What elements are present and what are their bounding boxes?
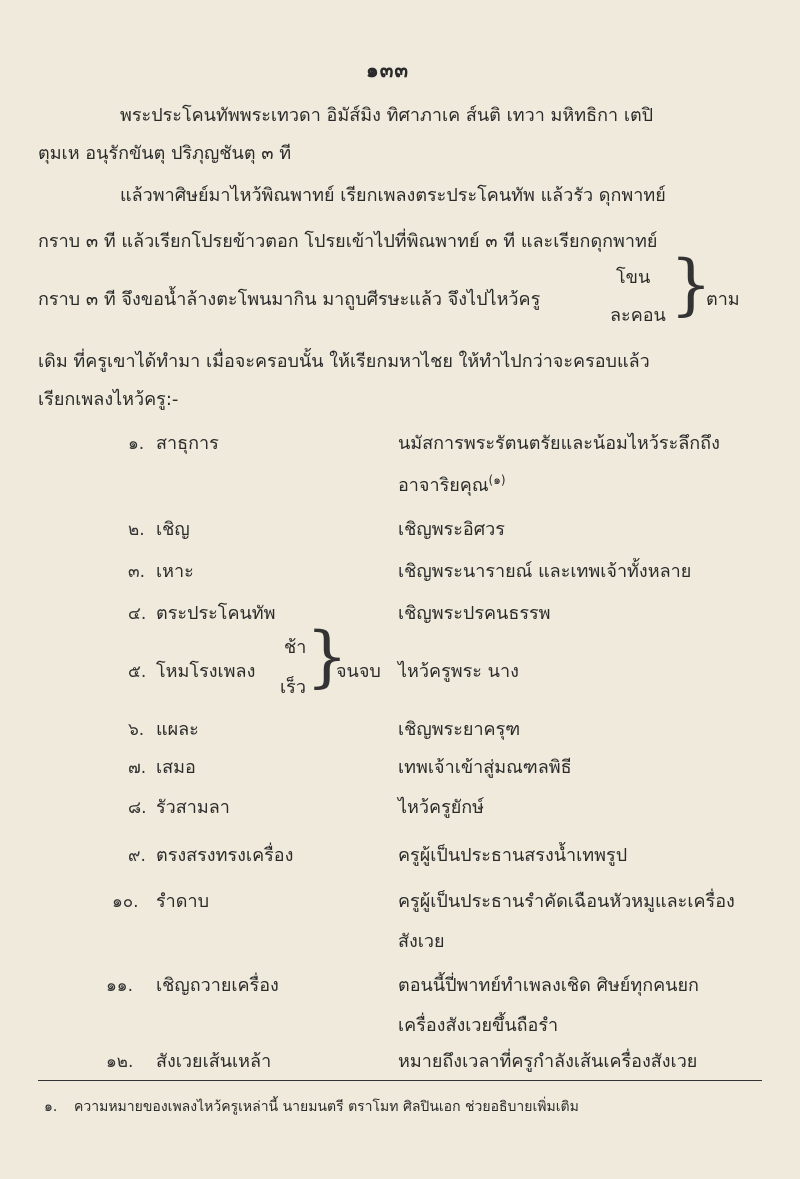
- item-number: ๑.: [128, 434, 145, 454]
- item-desc: ไหว้ครูยักษ์: [398, 797, 485, 818]
- item-desc: นมัสการพระรัตนตรัยและน้อมไหว้ระลึกถึง: [398, 433, 720, 454]
- intro-line: เรียกเพลงไหว้ครู:-: [38, 389, 179, 410]
- intro-line: เดิม ที่ครูเขาได้ทำมา เมื่อจะครอบนั้น ให้เรียกมหาไชย ให้ทำไปกว่าจะครอบแล้ว: [38, 351, 650, 372]
- item-name: สังเวยเส้นเหล้า: [156, 1051, 272, 1072]
- item-number: ๑๒.: [106, 1052, 134, 1072]
- item-desc: เชิญพระอิศวร: [398, 519, 505, 540]
- item-name: เชิญ: [156, 519, 190, 540]
- item-desc-cont: เครื่องสังเวยขึ้นถือรำ: [398, 1015, 559, 1036]
- item-name: แผละ: [156, 719, 199, 740]
- item-number: ๗.: [128, 758, 147, 778]
- item-number: ๑๑.: [106, 976, 133, 996]
- footnote-text: ความหมายของเพลงไหว้ครูเหล่านี้ นายมนตรี ตราโมท ศิลปินเอก ช่วยอธิบายเพิ่มเติม: [74, 1099, 579, 1115]
- item-number: ๖.: [128, 720, 145, 740]
- item-name: รัวสามลา: [156, 797, 230, 818]
- item-desc: เชิญพระยาครุฑ: [398, 719, 521, 740]
- brace-top-text: ช้า: [284, 637, 307, 658]
- item-desc: ไหว้ครูพระ นาง: [398, 661, 519, 682]
- page-number: ๑๓๓: [366, 58, 410, 82]
- footnote-ref: (๑): [488, 473, 506, 487]
- item-name: เหาะ: [156, 561, 194, 582]
- brace-bottom-text: ละคอน: [610, 305, 666, 326]
- item-desc: เทพเจ้าเข้าสู่มณฑลพิธี: [398, 757, 572, 778]
- item-desc: ครูผู้เป็นประธานรำคัดเฉือนหัวหมูและเครื่อง: [398, 891, 735, 912]
- intro-line-end: ตาม: [706, 289, 740, 310]
- item-name: เชิญถวายเครื่อง: [156, 975, 279, 996]
- item-desc: หมายถึงเวลาที่ครูกำลังเส้นเครื่องสังเวย: [398, 1051, 698, 1072]
- item-number: ๔.: [128, 604, 147, 624]
- item-number: ๑๐.: [112, 892, 139, 912]
- item-name: เสมอ: [156, 757, 196, 778]
- footnote-number: ๑.: [44, 1099, 58, 1115]
- item-tail: จนจบ: [336, 661, 381, 682]
- item-name: รำดาบ: [156, 891, 209, 912]
- item-desc: เชิญพระนารายณ์ และเทพเจ้าทั้งหลาย: [398, 561, 692, 582]
- item-number: ๙.: [128, 846, 146, 866]
- item-desc: ครูผู้เป็นประธานสรงน้ำเทพรูป: [398, 845, 628, 866]
- intro-line: พระประโคนทัพพระเทวดา อิมัส์มิง ทิศาภาเค ส์นติ เทวา มหิทธิกา เตปิ: [120, 105, 654, 126]
- item-name: ตระประโคนทัพ: [156, 603, 276, 624]
- intro-line: กราบ ๓ ที แล้วเรียกโปรยข้าวตอก โปรยเข้าไปที่พิณพาทย์ ๓ ที และเรียกดุกพาทย์: [38, 231, 658, 252]
- brace-top-text: โขน: [616, 267, 651, 288]
- item-name: โหมโรงเพลง: [156, 661, 256, 682]
- item-desc-text: อาจาริยคุณ: [398, 475, 489, 496]
- item-name: ตรงสรงทรงเครื่อง: [156, 845, 294, 866]
- right-brace: }: [670, 246, 712, 323]
- item-name: สาธุการ: [156, 433, 219, 454]
- right-brace: }: [306, 618, 348, 695]
- item-number: ๕.: [128, 662, 147, 682]
- intro-line: แล้วพาศิษย์มาไหว้พิณพาทย์ เรียกเพลงตระประโคนทัพ แล้วรัว ดุกพาทย์: [120, 185, 666, 206]
- footnote-divider: [38, 1080, 762, 1081]
- item-number: ๘.: [128, 798, 147, 818]
- item-desc: เชิญพระปรคนธรรพ: [398, 603, 551, 624]
- intro-line: กราบ ๓ ที จึงขอน้ำล้างตะโพนมากิน มาถูบศีรษะแล้ว จึงไปไหว้ครู: [38, 289, 541, 310]
- intro-line: ตุมเห อนุรักขันตุ ปริภุญชันตุ ๓ ที: [38, 143, 292, 164]
- item-desc-cont: สังเวย: [398, 931, 445, 952]
- item-desc-cont: [398, 470, 506, 499]
- brace-bottom-text: เร็ว: [280, 677, 306, 698]
- item-number: ๓.: [128, 562, 146, 582]
- item-number: ๒.: [128, 520, 145, 540]
- item-desc: ตอนนี้ปี่พาทย์ทำเพลงเชิด ศิษย์ทุกคนยก: [398, 975, 699, 996]
